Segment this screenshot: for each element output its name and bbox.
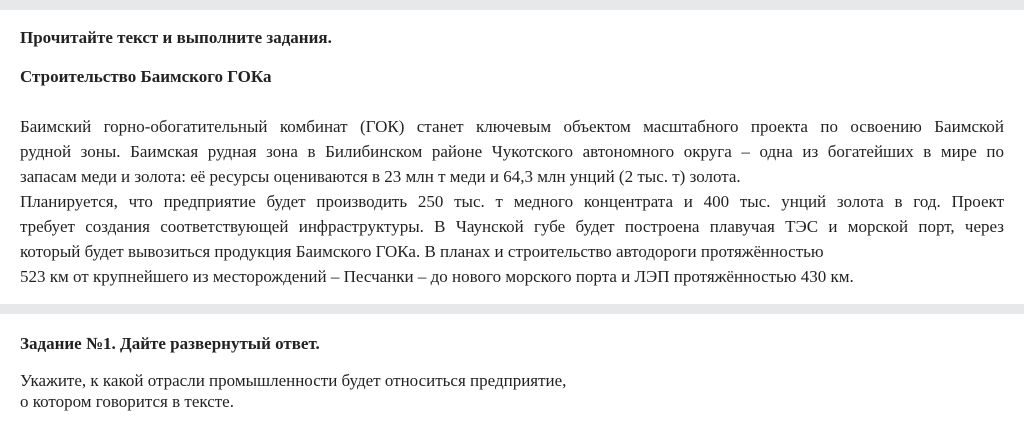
text-line: Планируется, что предприятие будет производить 250 тыс. т медного концентрата и 400 тыс. унций золота в год. Проект xyxy=(20,192,1004,211)
text-line: который будет вывозиться продукция Баимского ГОКа. В планах и строительство автодороги протяжённостью xyxy=(20,242,824,261)
text-line: 523 км от крупнейшего из месторождений – Песчанки – до нового морского порта и ЛЭП протяжённостью 430 км. xyxy=(20,267,854,286)
reading-text-card xyxy=(0,10,1024,304)
text-line: Баимский горно-обогатительный комбинат (ГОК) станет ключевым объектом масштабного проекта по освоению Баимской xyxy=(20,117,1004,136)
task-text xyxy=(20,370,1004,412)
task-heading: Задание №1. Дайте развернутый ответ. xyxy=(20,334,320,353)
task-line: Укажите, к какой отрасли промышленности будет относиться предприятие, xyxy=(20,371,567,390)
text-line: требует создания соответствующей инфраструктуры. В Чаунской губе будет построена плавучая ТЭС и морской порт, через xyxy=(20,217,1004,236)
instruction-heading: Прочитайте текст и выполните задания. xyxy=(20,28,332,47)
task-card xyxy=(0,314,1024,445)
section-separator xyxy=(0,304,1024,314)
text-title: Строительство Баимского ГОКа xyxy=(20,67,272,86)
task-line: о котором говорится в тексте. xyxy=(20,392,234,411)
text-line: рудной зоны. Баимская рудная зона в Билибинском районе Чукотского автономного округа – одна из богатейших в мире по xyxy=(20,142,1004,161)
reading-text xyxy=(20,114,1004,289)
top-band xyxy=(0,0,1024,10)
text-line: запасам меди и золота: её ресурсы оцениваются в 23 млн т меди и 64,3 млн унций (2 тыс. т) золота. xyxy=(20,167,741,186)
